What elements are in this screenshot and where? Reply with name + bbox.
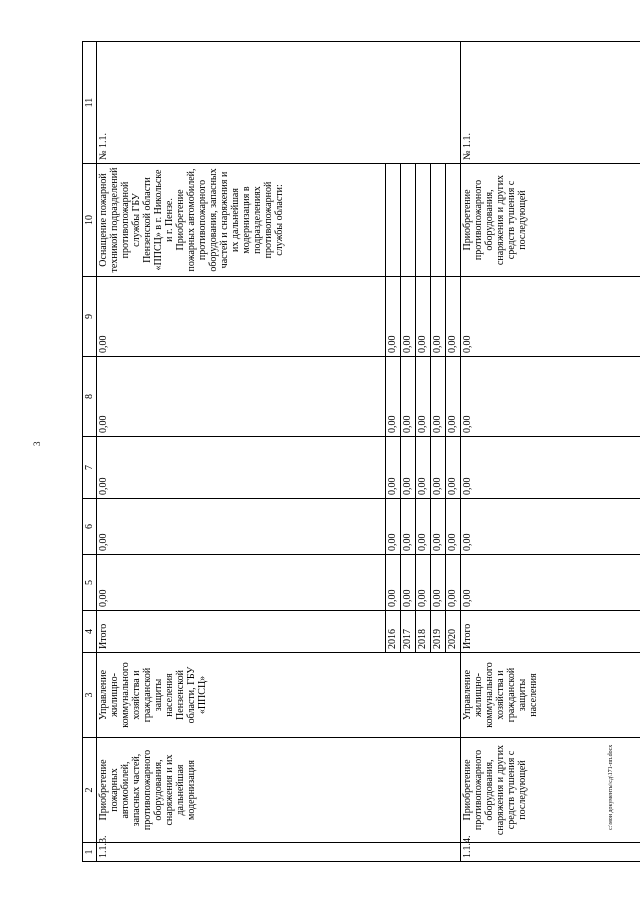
value-cell: 0,00 <box>446 437 461 499</box>
period-label: Итого <box>461 611 640 653</box>
value-cell: 0,00 <box>461 499 640 555</box>
year-label: 2017 <box>401 611 416 653</box>
expected-result: Приобретение противопожарного оборудования, снаряжения и других средств тушения с последующей <box>461 164 640 277</box>
program-activities-table <box>82 41 640 862</box>
activity-name: Приобретение пожарных автомобилей, запасных частей, противопожарного оборудования, снаряжения и их дальнейшая модернизация <box>97 738 461 843</box>
value-cell: 0,00 <box>461 357 640 437</box>
column-number: 8 <box>83 357 97 437</box>
value-cell: 0,00 <box>431 357 446 437</box>
value-cell: 0,00 <box>97 437 386 499</box>
table-row <box>97 42 386 862</box>
value-cell: 0,00 <box>461 437 640 499</box>
value-cell: 0,00 <box>431 437 446 499</box>
value-cell: 0,00 <box>386 437 401 499</box>
column-number: 3 <box>83 653 97 738</box>
footer-file-path: c:\мои документы\сд\171-пп.docx <box>608 744 614 830</box>
empty-cell <box>401 164 416 277</box>
column-number: 11 <box>83 42 97 164</box>
period-label: Итого <box>97 611 386 653</box>
value-cell: 0,00 <box>416 277 431 357</box>
expected-result: Оснащение пожарной техникой подразделений противопожарной службы ГБУ Пензенской области «ППСЦ» в г. Никольске и г. Пензе. Приобретение пожарных автомобилей, противопожарного оборудования, запасных частей и снаряжения и их дальнейшая модернизация в подразделениях противопожарной службы области: <box>97 164 386 277</box>
table-row <box>461 42 640 862</box>
value-cell: 0,00 <box>446 357 461 437</box>
indicator-reference: № 1.1. <box>461 42 640 164</box>
column-number: 7 <box>83 437 97 499</box>
page-number: 3 <box>32 441 42 446</box>
value-cell: 0,00 <box>97 499 386 555</box>
value-cell: 0,00 <box>97 357 386 437</box>
value-cell: 0,00 <box>386 499 401 555</box>
value-cell: 0,00 <box>461 555 640 611</box>
value-cell: 0,00 <box>401 357 416 437</box>
column-number: 4 <box>83 611 97 653</box>
value-cell: 0,00 <box>416 555 431 611</box>
column-number: 2 <box>83 738 97 843</box>
column-number: 9 <box>83 277 97 357</box>
value-cell: 0,00 <box>97 555 386 611</box>
value-cell: 0,00 <box>386 277 401 357</box>
year-label: 2019 <box>431 611 446 653</box>
year-label: 2016 <box>386 611 401 653</box>
value-cell: 0,00 <box>431 555 446 611</box>
empty-cell <box>446 164 461 277</box>
column-number: 6 <box>83 499 97 555</box>
value-cell: 0,00 <box>386 555 401 611</box>
empty-cell <box>386 164 401 277</box>
activity-number: 1.1.4. <box>461 843 640 862</box>
value-cell: 0,00 <box>416 357 431 437</box>
rotated-table-sheet <box>82 42 627 862</box>
value-cell: 0,00 <box>401 277 416 357</box>
empty-cell <box>416 164 431 277</box>
column-number: 5 <box>83 555 97 611</box>
year-label: 2020 <box>446 611 461 653</box>
value-cell: 0,00 <box>401 437 416 499</box>
value-cell: 0,00 <box>446 277 461 357</box>
value-cell: 0,00 <box>416 499 431 555</box>
year-label: 2018 <box>416 611 431 653</box>
value-cell: 0,00 <box>446 555 461 611</box>
activity-executor: Управление жилищно-коммунального хозяйства и гражданской защиты населения <box>461 653 640 738</box>
value-cell: 0,00 <box>386 357 401 437</box>
empty-cell <box>431 164 446 277</box>
activity-executor: Управление жилищно-коммунального хозяйства и гражданской защиты населения Пензенской области, ГБУ «ППСЦ» <box>97 653 461 738</box>
value-cell: 0,00 <box>401 555 416 611</box>
value-cell: 0,00 <box>461 277 640 357</box>
value-cell: 0,00 <box>401 499 416 555</box>
activity-name: Приобретение противопожарного оборудования, снаряжения и других средств тушения с последующей <box>461 738 640 843</box>
column-number-row <box>83 42 97 862</box>
value-cell: 0,00 <box>446 499 461 555</box>
value-cell: 0,00 <box>97 277 386 357</box>
column-number: 1 <box>83 843 97 862</box>
value-cell: 0,00 <box>416 437 431 499</box>
indicator-reference: № 1.1. <box>97 42 461 164</box>
value-cell: 0,00 <box>431 499 446 555</box>
column-number: 10 <box>83 164 97 277</box>
activity-number: 1.1.3. <box>97 843 461 862</box>
value-cell: 0,00 <box>431 277 446 357</box>
